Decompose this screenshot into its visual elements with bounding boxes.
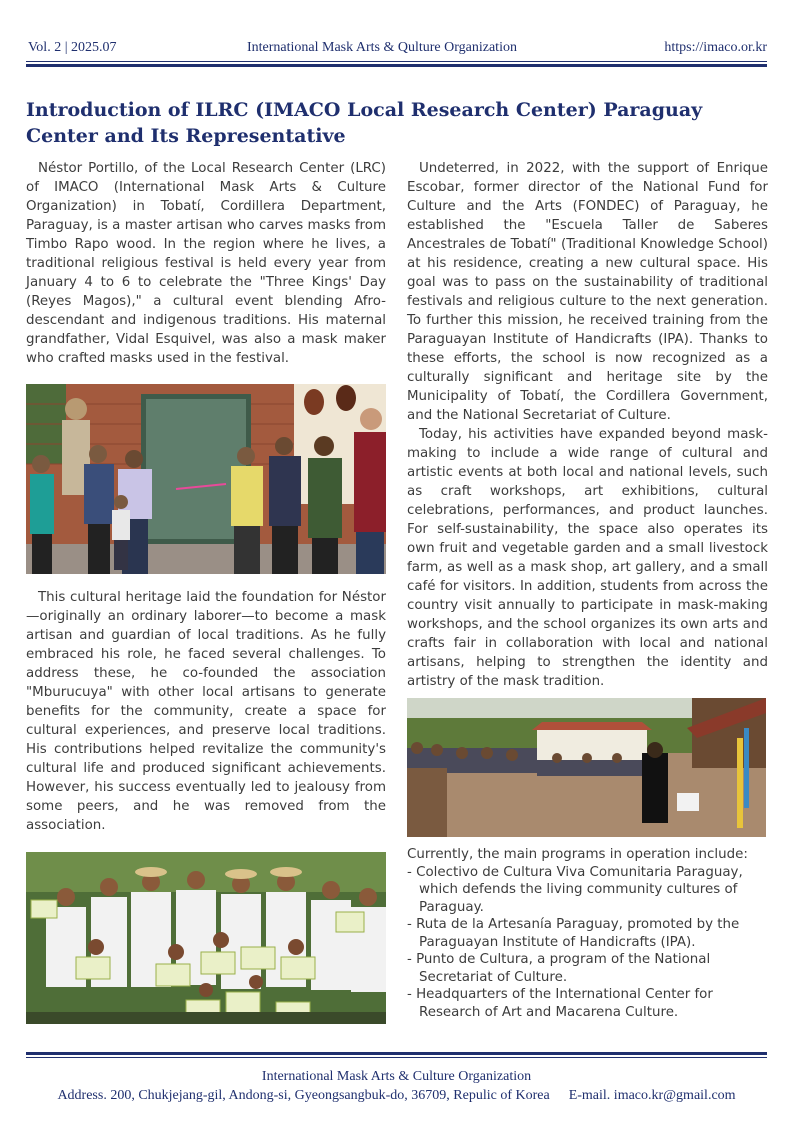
programs-intro: Currently, the main programs in operation include: bbox=[407, 847, 748, 862]
header-rule-thin bbox=[26, 61, 767, 62]
list-item: - Colectivo de Cultura Viva Comunitaria Paraguay, which defends the living community cultures of Paraguay. bbox=[407, 864, 768, 917]
header-org-name: International Mask Arts & Qulture Organization bbox=[247, 40, 517, 55]
paragraph-heritage: This cultural heritage laid the foundation for Néstor—originally an ordinary laborer—to become a mask artisan and guardian of local traditions. As he fully embraced his role, he faced several challenges. To address these, he co-founded the association "Mburucuya" with other local artisans to generate benefits for the community, create a space for cultural experiences, and preserve local traditions. His contributions helped revitalize the community's cultural life and produced significant achievements. However, his success eventually led to jealousy from some peers, and he was removed from the association. bbox=[26, 590, 386, 833]
list-item: - Headquarters of the International Center for Research of Art and Macarena Culture. bbox=[407, 986, 768, 1021]
article-title: Introduction of ILRC (IMACO Local Research Center) Paraguay Center and Its Representative bbox=[26, 99, 703, 147]
courtyard-gathering-illustration bbox=[407, 698, 766, 837]
list-item: - Ruta de la Artesanía Paraguay, promoted by the Paraguayan Institute of Handicrafts (IPA). bbox=[407, 916, 768, 951]
paragraph-activities: Today, his activities have expanded beyond mask-making to include a wide range of cultural and artistic events at both local and national levels, such as craft workshops, art exhibitions, cultural celebrations, performances, and product launches. For self-sustainability, the space also operates its own fruit and vegetable garden and a small livestock farm, as well as a mask shop, art gallery, and a small café for visitors. In addition, students from across the country visit annually to participate in mask-making workshops, and the school organizes its own arts and crafts fair in collaboration with local and national artisans, helping to strengthen the identity and artistry of the mask tradition. bbox=[407, 427, 768, 689]
certificate-group-photo bbox=[26, 852, 386, 1024]
courtyard-gathering-photo bbox=[407, 698, 766, 837]
list-item: - Punto de Cultura, a program of the National Secretariat of Culture. bbox=[407, 951, 768, 986]
programs-list bbox=[407, 864, 768, 1022]
programs-section bbox=[407, 846, 768, 1021]
footer-email-link[interactable]: E-mail. imaco.kr@gmail.com bbox=[568, 1088, 736, 1103]
left-column-bottom bbox=[26, 588, 386, 835]
certificate-group-illustration bbox=[26, 852, 386, 1024]
paragraph-school: Undeterred, in 2022, with the support of Enrique Escobar, former director of the National Fund for Culture and the Arts (FONDEC) of Paraguay, he established the "Escuela Taller de Saberes Ancestrales de Tobatí" (Traditional Knowledge School) at his residence, creating a new cultural space. His goal was to pass on the sustainability of traditional festivals and religious culture to the next generation. To further this mission, he received training from the Paraguayan Institute of Handicrafts (IPA). Thanks to these efforts, the school is now recognized as a culturally significant and heritage site by the Municipality of Tobatí, the Cordillera Government, and the National Secretariat of Culture. bbox=[407, 161, 768, 423]
right-column-top bbox=[407, 159, 768, 691]
footer-rule-thin bbox=[26, 1057, 767, 1058]
header-rule-thick bbox=[26, 64, 767, 67]
left-column-top bbox=[26, 159, 386, 368]
footer-org-name: International Mask Arts & Culture Organization bbox=[261, 1069, 532, 1084]
paragraph-intro: Néstor Portillo, of the Local Research Center (LRC) of IMACO (International Mask Arts & Culture Organization) in Tobatí, Cordillera Department, Paraguay, is a master artisan who carves masks from Timbo Rapo wood. In the region where he lives, a traditional religious festival is held every year from January 4 to 6 to celebrate the "Three Kings' Day (Reyes Magos)," a cultural event blending Afro-descendant and indigenous traditions. His maternal grandfather, Vidal Esquivel, was also a mask maker who crafted masks used in the festival. bbox=[26, 161, 386, 366]
footer-contact bbox=[0, 1088, 793, 1104]
ribbon-cutting-photo bbox=[26, 384, 386, 574]
footer-address: Address. 200, Chukjejang-gil, Andong-si, Gyeongsangbuk-do, 36709, Repulic of Korea bbox=[57, 1088, 550, 1103]
issue-label: Vol. 2 | 2025.07 bbox=[28, 40, 117, 55]
footer-rule-thick bbox=[26, 1052, 767, 1055]
header-url-link[interactable]: https://imaco.or.kr bbox=[664, 40, 767, 55]
ribbon-cutting-illustration bbox=[26, 384, 386, 574]
page-header bbox=[26, 38, 767, 58]
